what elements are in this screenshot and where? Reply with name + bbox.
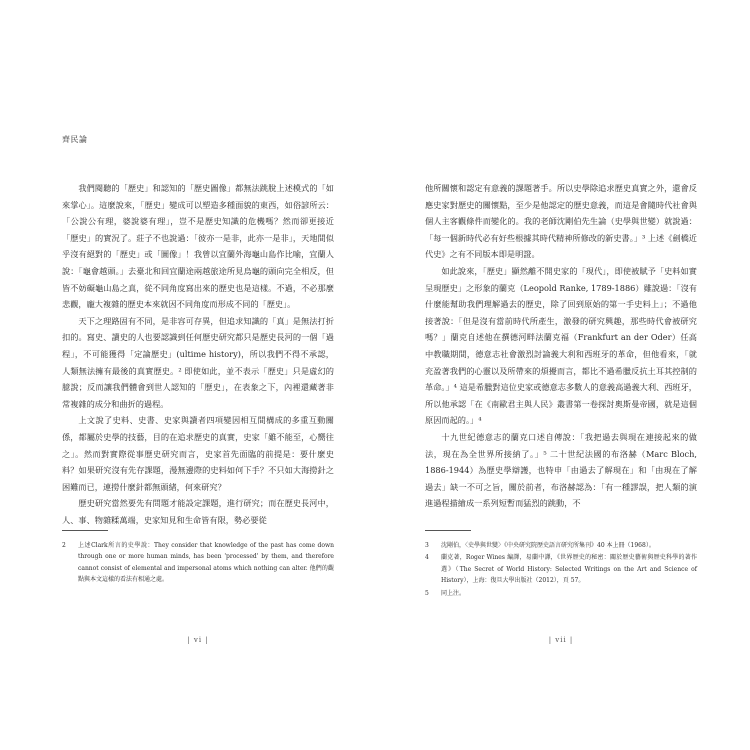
paragraph: 如此說來，「歷史」顯然離不開史家的「現代」，即使被賦予「史料如實呈現歷史」之形象的蘭克（Leopold Ranke, 1789-1886）雖說過：「沒有什麼能幫助我們理解過去的歷史，除了回到原始的第一手史料上」；不過他接著說：「但是沒有當前時代所產生，激發的研究興趣，那些時代會被研究嗎？」蘭克自述他在撰德河畔法蘭克福（Frankfurt an der Oder）任高中教職期間，德意志社會激烈討論義大利和西班牙的革命，但他看來，「就充盈著我們的心靈以及所帶來的煩擾而言，都比不過希臘反抗土耳其控制的革命。」⁴ 這是希臘對這位史家或德意志多數人的意義高過義大利、西班牙，所以他承認「在《南歐君主與人民》叢書第一卷探討奧斯曼帝國，就是這個原因而起的。」⁴ bbox=[425, 265, 697, 426]
paragraph: 我們閱聽的「歷史」和認知的「歷史圖像」都無法跳脫上述模式的「如來掌心」。這麼說來，「歷史」變成可以塑造多種面貌的東西，如俗諺所云：「公說公有理，婆說婆有理」，豈不是歷史知識的危機嗎？然而卻更接近「歷史」的實況了。莊子不也說過：「彼亦一是非，此亦一是非」，天地間似乎沒有絕對的「歷史」或「圖像」！我曾以宜蘭外海龜山島作比喻，宜蘭人說：「龜會越頭。」去臺北和回宜蘭途兩越旅途所見烏龜的頭向完全相反，但皆不妨礙龜山島之真，從不同角度寫出來的歷史也是這樣。不過，不必那麼悲觀，龐大複雜的歷史本來就因不同角度而形成不同的「歷史」。 bbox=[62, 183, 334, 310]
page-number: | vii | bbox=[548, 636, 574, 644]
paragraph: 上文說了史料、史書、史家與讀者四項變因相互間構成的多重互動關係，都屬於史學的技藝，目的在追求歷史的真實，史家「雖不能至，心嚮往之」。然而對實際從事歷史研究而言，史家首先面臨的前提是：要什麼史料？如果研究沒有先存課題，漫無邊際的史料如何下手？不只如大海撈針之困難而已，連撈什麼針都無頭緒，何來研究？ bbox=[62, 415, 334, 492]
footnote-text: 同上注。 bbox=[441, 589, 466, 597]
paragraph: 歷史研究當然要先有問題才能設定課題，進行研究；而在歷史長河中，人、事、物雜糅萬端，史家知見和生命皆有限，勢必要從 bbox=[62, 498, 334, 525]
footnote bbox=[62, 540, 334, 586]
footnote-text: 上述Clark所言的史學說：They consider that knowledge of the past has come down through one or more human minds, has been 'processed' by them, and therefore cannot consist of elemental and impersonal atoms which nothing can alter. 他們的觀點與本文這樣的看法有相通之處。 bbox=[78, 542, 334, 584]
footnote-number: 3 bbox=[425, 542, 429, 549]
paragraph: 他所關懷和認定有意義的課題著手。所以史學除追求歷史真實之外，還會反應史家對歷史的關懷點，至少是他認定的歷史意義，而這是會隨時代社會與個人主客觀條件而變化的。我的老師沈剛伯先生論（史學與世變）就說過：「每一個新時代必有好些根據其時代精神所修改的新史書。」³ 上述《劍橋近代史》之有不同版本即是明證。 bbox=[425, 183, 697, 260]
footnote bbox=[425, 552, 697, 586]
left-footnotes bbox=[62, 540, 334, 587]
right-page-body bbox=[425, 180, 697, 512]
footnote-divider bbox=[425, 530, 471, 531]
right-footnotes bbox=[425, 540, 697, 600]
footnote bbox=[425, 588, 697, 599]
footnote-number: 4 bbox=[425, 554, 429, 562]
footnote-text: 蘭克著，Roger Wines 編譯，易蘭中譯，《世界歷史的秘密：關於歷史藝術與歷史科學的著作選》（The Secret of World History: Selected Writings on the Art and Science of History），上海：復旦大學出版社（2012），頁 57。 bbox=[441, 554, 697, 585]
footnote-number: 2 bbox=[62, 542, 66, 549]
paragraph: 天下之理路固有不同，是非容可存異，但追求知識的「真」是無法打折扣的。寫史、讀史的人也要認識到任何歷史研究都只是歷史長河的一個「過程」，不可能獲得「定論歷史」(ultime history)，所以我們不得不承認，人類無法擁有最後的真實歷史。² 即使如此，並不表示「歷史」只是虛幻的臆說；反而讓我們體會到世人認知的「歷史」，在表象之下，內裡還藏著非常複雜的成分和曲折的過程。 bbox=[62, 315, 334, 409]
footnote bbox=[425, 540, 697, 551]
footnote-number: 5 bbox=[425, 589, 429, 597]
footnote-text: 沈剛伯，〈史學與世變〉《中央研究院歷史語言研究所集刊》40 本上冊（1968）。 bbox=[441, 542, 655, 549]
left-page-body bbox=[62, 180, 334, 528]
footnote-divider bbox=[62, 530, 108, 531]
paragraph: 十九世紀德意志的蘭克口述自傳說：「我把過去與現在連接起來的做法，現在為全世界所接納了。」⁵ 二十世紀法國的布洛赫（Marc Bloch, 1886-1944）為歷史學辯護，也特申「由過去了解現在」和「由現在了解過去」缺一不可之旨，關於前者，布洛赫認為：「有一種謬誤，把人類的演進過程描繪成一系列短暫而猛烈的跳動，不 bbox=[425, 431, 697, 509]
page-number: | vi | bbox=[187, 636, 209, 644]
running-header: 齊民論 bbox=[62, 135, 88, 144]
